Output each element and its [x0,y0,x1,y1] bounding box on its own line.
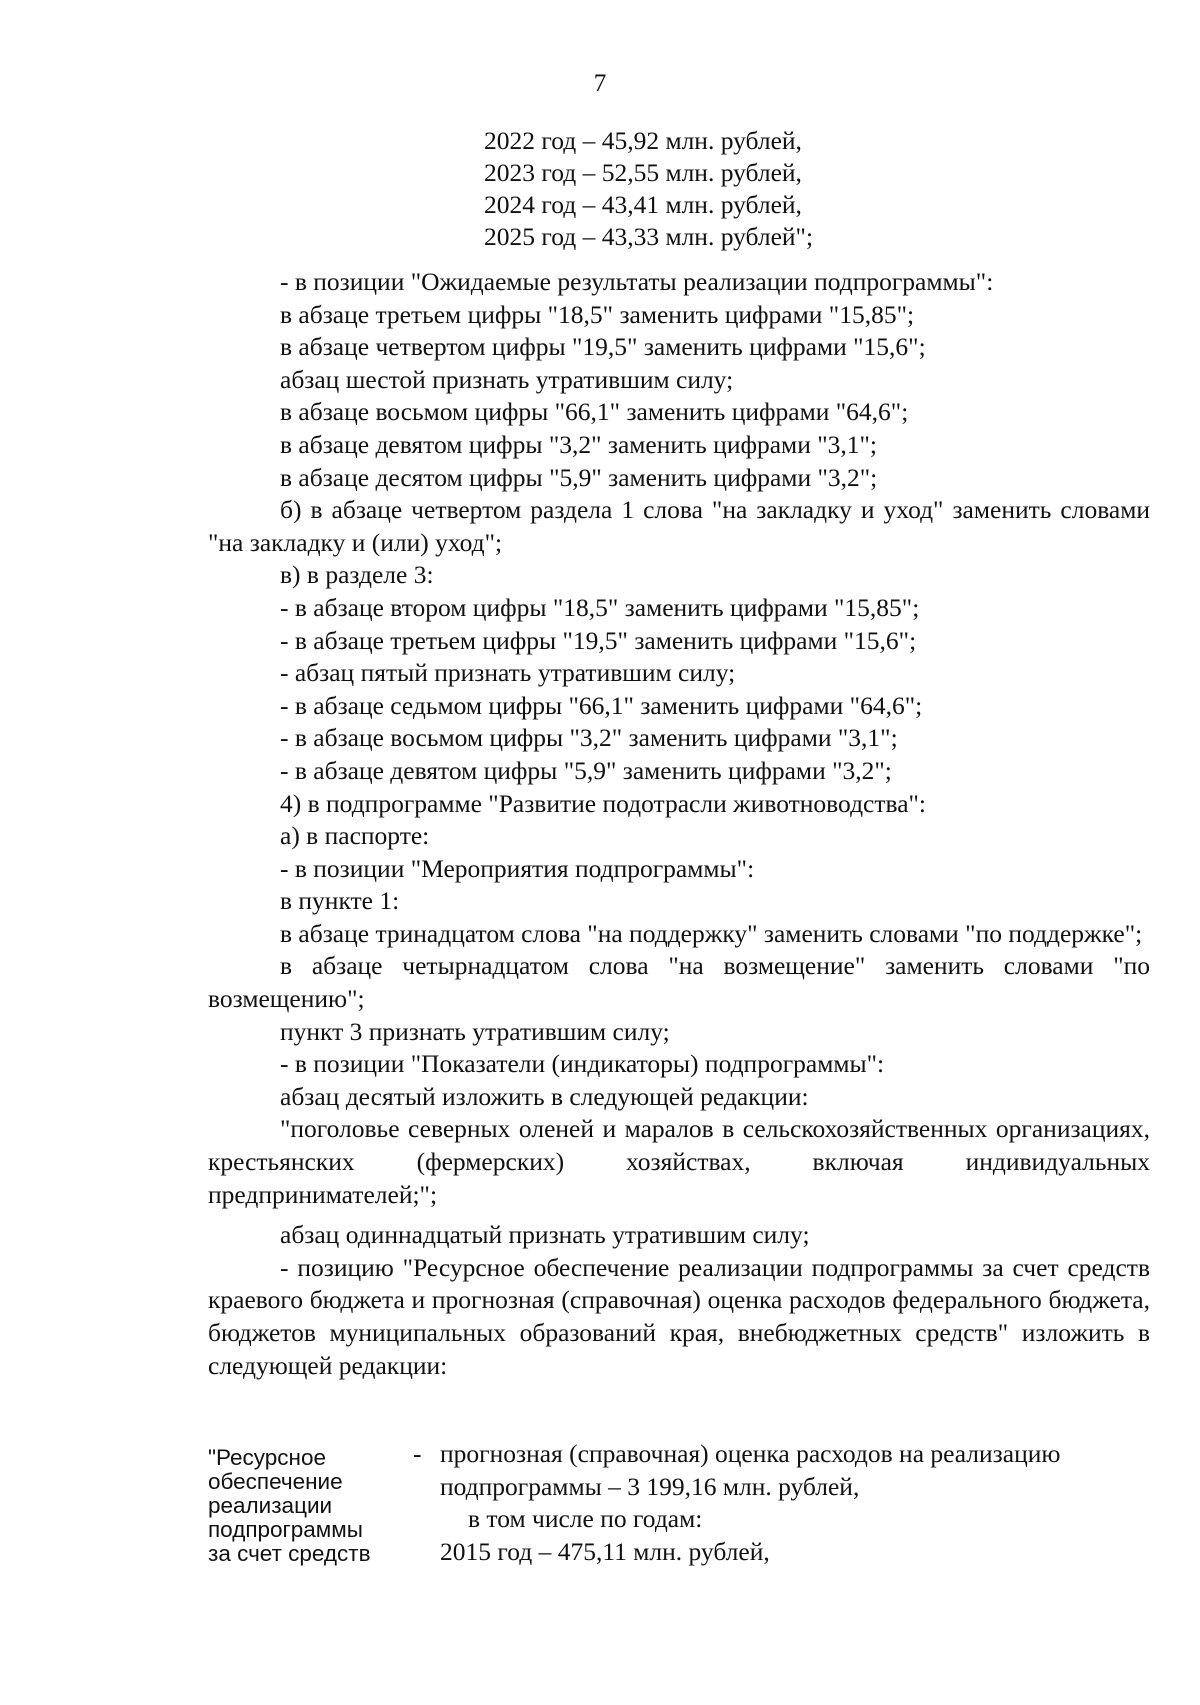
paragraph: в абзаце десятом цифры "5,9" заменить цифрами "3,2"; [280,462,878,492]
paragraph: - в абзаце третьем цифры "19,5" заменить цифрами "15,6"; [280,625,917,655]
paragraph: абзац одиннадцатый признать утратившим силу; [280,1220,810,1250]
paragraph: пункт 3 признать утратившим силу; [280,1016,670,1046]
table-value-line: прогнозная (справочная) оценка расходов на реализацию [440,1439,1061,1468]
table-value-line: подпрограммы – 3 199,16 млн. рублей, [440,1471,860,1501]
document-body [208,266,1150,1382]
year-line: 2022 год – 45,92 млн. рублей, [484,126,802,155]
paragraph: 4) в подпрограмме "Развитие подотрасли животноводства": [280,788,927,818]
year-line: 2023 год – 52,55 млн. рублей, [484,158,802,187]
paragraph: - в абзаце втором цифры "18,5" заменить цифрами "15,85"; [280,592,920,622]
funding-by-year-list [484,125,813,253]
table-label-line: "Ресурсное [208,1445,326,1470]
paragraph: в абзаце четвертом цифры "19,5" заменить цифрами "15,6"; [280,332,926,362]
table-label-line: обеспечение [208,1469,343,1494]
page-number: 7 [593,70,607,97]
year-line: 2024 год – 43,41 млн. рублей, [484,190,802,219]
paragraph: "поголовье северных оленей и маралов в сельскохозяйственных организациях, крестьянских (фермерских) хозяйствах, включая индивидуальных предпринимателей;"; [208,1114,1150,1209]
paragraph: - в позиции "Показатели (индикаторы) подпрограммы": [280,1049,885,1079]
paragraph: - в позиции "Ожидаемые результаты реализации подпрограммы": [280,267,994,296]
table-value-line: в том числе по годам: [468,1504,703,1533]
table-label-line: реализации [208,1493,333,1518]
paragraph: в) в разделе 3: [280,560,434,590]
table-row-value [440,1438,1152,1568]
table-label-line: подпрограммы [208,1517,363,1542]
table-dash: - [413,1439,422,1468]
paragraph: - в позиции "Мероприятия подпрограммы": [280,853,755,883]
paragraph: абзац шестой признать утратившим силу; [280,364,734,394]
paragraph: в пункте 1: [280,886,400,916]
paragraph: - абзац пятый признать утратившим силу; [280,658,736,688]
paragraph: а) в паспорте: [280,821,430,851]
paragraph: - в абзаце восьмом цифры "3,2" заменить цифрами "3,1"; [280,723,898,753]
paragraph: в абзаце тринадцатом слова "на поддержку" заменить словами "по поддержке"; [280,918,1143,948]
paragraph: в абзаце третьем цифры "18,5" заменить цифрами "15,85"; [280,299,915,329]
table-value-line: 2015 год – 475,11 млн. рублей, [440,1536,770,1566]
table-row-label [208,1446,418,1566]
paragraph: в абзаце восьмом цифры "66,1" заменить цифрами "64,6"; [280,397,909,427]
paragraph: в абзаце девятом цифры "3,2" заменить цифрами "3,1"; [280,429,877,459]
paragraph: абзац десятый изложить в следующей редакции: [280,1081,809,1111]
paragraph: - позицию "Ресурсное обеспечение реализации подпрограммы за счет средств краевого бюджета и прогнозная (справочная) оценка расходов федерального бюджета, бюджетов муниципальных образований края, внебюджетных средств" изложить в следующей редакции: [208,1252,1150,1380]
paragraph: - в абзаце девятом цифры "5,9" заменить цифрами "3,2"; [280,755,892,785]
paragraph: в абзаце четырнадцатом слова "на возмещение" заменить словами "по возмещению"; [208,951,1150,1014]
paragraph: б) в абзаце четвертом раздела 1 слова "на закладку и уход" заменить словами "на закладку и (или) уход"; [208,495,1150,557]
table-label-line: за счет средств [208,1541,371,1566]
year-line: 2025 год – 43,33 млн. рублей"; [484,222,814,251]
paragraph: - в абзаце седьмом цифры "66,1" заменить цифрами "64,6"; [280,690,923,720]
